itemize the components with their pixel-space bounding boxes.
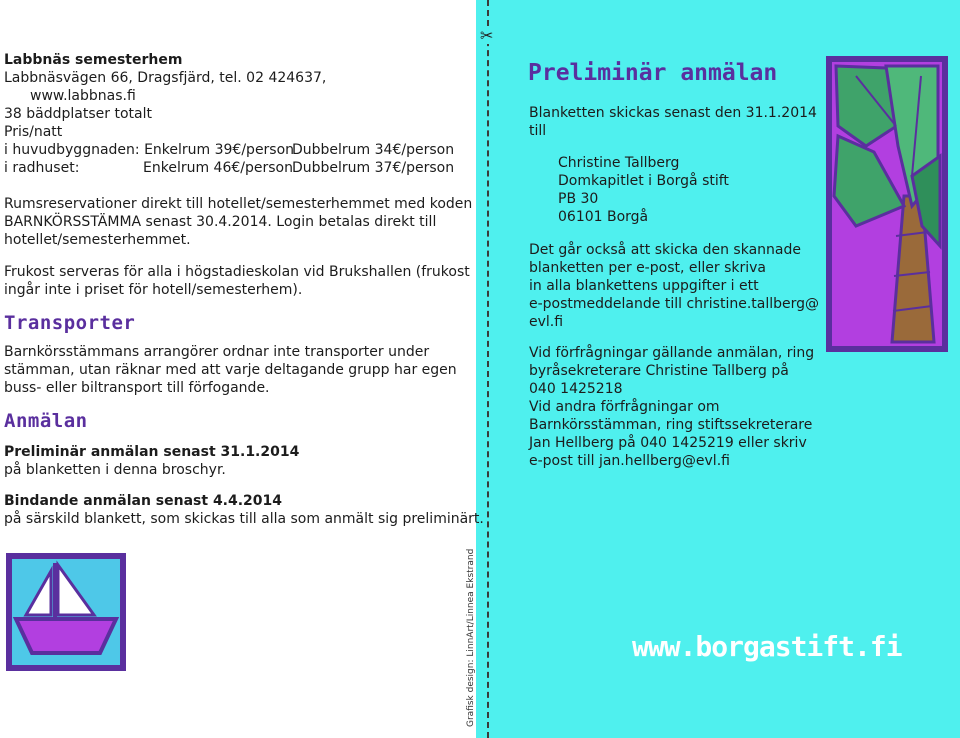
venue-website: www.labbnas.fi <box>30 88 136 104</box>
transport-text-1: Barnkörsstämmans arrangörer ordnar inte transporter under <box>4 344 430 360</box>
transport-text-3: buss- eller biltransport till förfogande. <box>4 380 270 396</box>
contact-text-3: Vid andra förfrågningar om <box>529 399 720 415</box>
preliminary-note: på blanketten i denna broschyr. <box>4 462 226 478</box>
breakfast-text-1: Frukost serveras för alla i högstadieskolan vid Brukshallen (frukost <box>4 264 470 280</box>
price-row-single: Enkelrum 46€/person <box>143 160 293 176</box>
price-row-label: i radhuset: <box>4 160 80 176</box>
deadline-to: till <box>529 123 547 139</box>
price-row-double: Dubbelrum 37€/person <box>292 160 455 176</box>
binding-deadline: Bindande anmälan senast 4.4.2014 <box>4 493 283 509</box>
contact-text-1: Vid förfrågningar gällande anmälan, ring <box>529 345 815 361</box>
contact-phone-1: 040 1425218 <box>529 381 623 397</box>
contact-email: e-post till jan.hellberg@evl.fi <box>529 453 730 469</box>
binding-note: på särskild blankett, som skickas till alla som anmält sig preliminärt. <box>4 511 484 527</box>
email-text-1: Det går också att skicka den skannade <box>529 242 801 258</box>
email-text-5: evl.fi <box>529 314 564 330</box>
website-url[interactable]: www.borgastift.fi <box>632 630 902 663</box>
deadline-text: Blanketten skickas senast den 31.1.2014 <box>529 105 817 121</box>
recipient-postcode: 06101 Borgå <box>558 209 649 225</box>
transport-text-2: stämman, utan räknar med att varje deltagande grupp har egen <box>4 362 457 378</box>
recipient-name: Christine Tallberg <box>558 155 680 171</box>
email-text-2: blanketten per e-post, eller skriva <box>529 260 766 276</box>
email-text-4: e-postmeddelande till christine.tallberg@ <box>529 296 820 312</box>
boat-illustration <box>6 553 126 673</box>
registration-heading: Anmälan <box>4 410 88 432</box>
preliminary-deadline: Preliminär anmälan senast 31.1.2014 <box>4 444 300 460</box>
contact-text-5: Jan Hellberg på 040 1425219 eller skriv <box>529 435 807 451</box>
scissors-icon: ✂ <box>480 26 494 45</box>
form-heading: Preliminär anmälan <box>528 60 778 86</box>
cut-line <box>487 0 489 738</box>
breakfast-text-2: ingår inte i priset för hotell/semesterhem). <box>4 282 303 298</box>
price-main-single: i huvudbyggnaden: Enkelrum 39€/person <box>4 142 295 158</box>
email-text-3: in alla blankettens uppgifter i ett <box>529 278 759 294</box>
reservation-text-2: BARNKÖRSSTÄMMA senast 30.4.2014. Login betalas direkt till <box>4 214 437 230</box>
venue-name: Labbnäs semesterhem <box>4 52 183 68</box>
transport-heading: Transporter <box>4 312 136 334</box>
price-main-double: Dubbelrum 34€/person <box>292 142 455 158</box>
tree-illustration <box>826 56 950 354</box>
reservation-text-1: Rumsreservationer direkt till hotellet/semesterhemmet med koden <box>4 196 473 212</box>
design-credit: Grafisk design: LinnArt/Linnea Ekstrand <box>466 548 476 727</box>
recipient-box: PB 30 <box>558 191 599 207</box>
bed-count: 38 bäddplatser totalt <box>4 106 152 122</box>
venue-address: Labbnäsvägen 66, Dragsfjärd, tel. 02 424637, <box>4 70 327 86</box>
recipient-org: Domkapitlet i Borgå stift <box>558 173 729 189</box>
reservation-text-3: hotellet/semesterhemmet. <box>4 232 191 248</box>
contact-text-4: Barnkörsstämman, ring stiftssekreterare <box>529 417 813 433</box>
price-label: Pris/natt <box>4 124 63 140</box>
contact-text-2: byråsekreterare Christine Tallberg på <box>529 363 789 379</box>
